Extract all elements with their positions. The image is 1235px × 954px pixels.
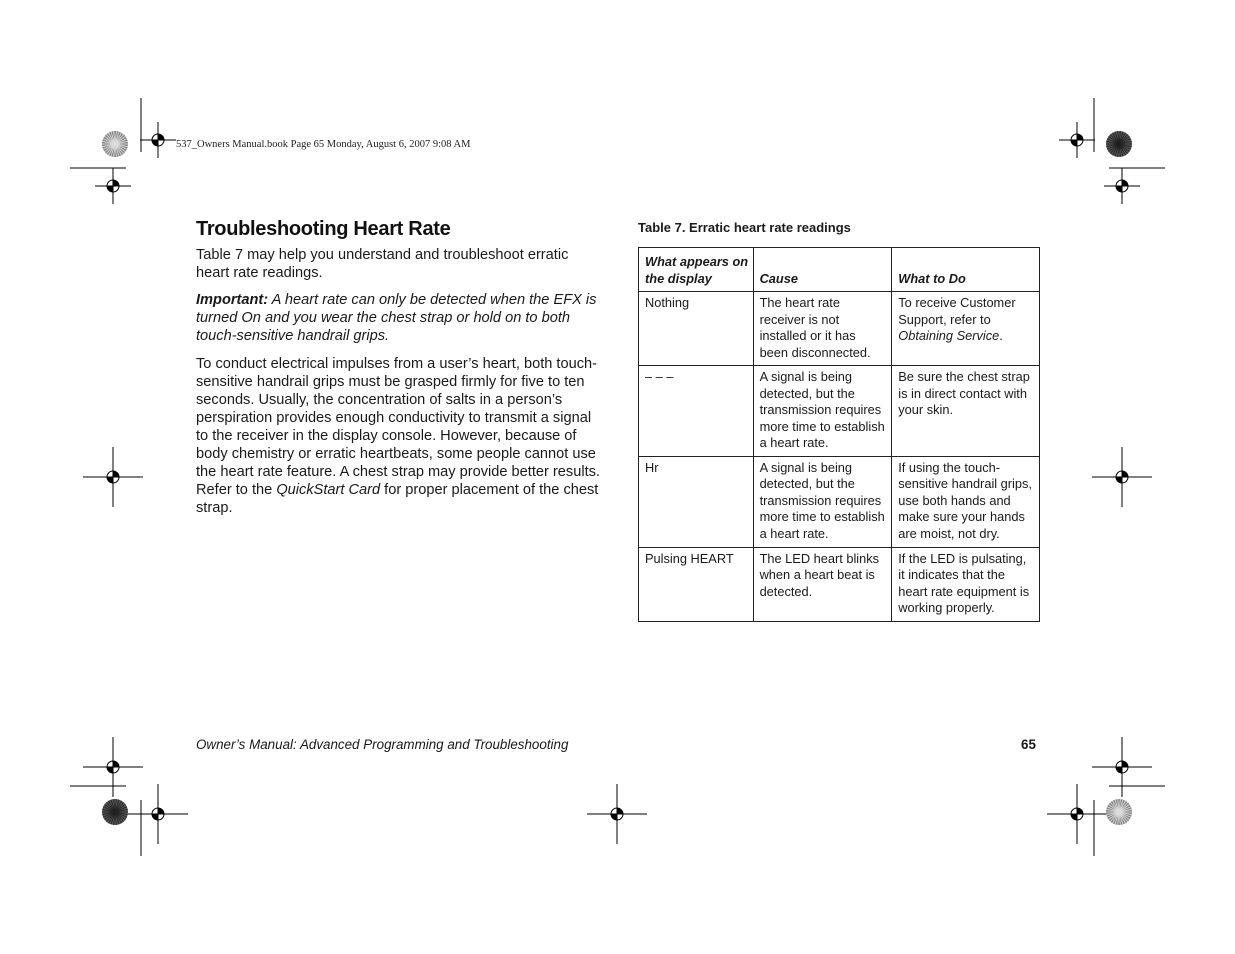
troubleshooting-table bbox=[638, 247, 1040, 622]
table-row bbox=[639, 456, 1040, 547]
color-bar-target bbox=[1106, 131, 1132, 157]
registration-mark bbox=[95, 168, 131, 204]
body-text-tail: for proper placement of the chest strap. bbox=[196, 482, 599, 516]
body-text: To conduct electrical impulses from a user’s heart, both touch-sensitive handrail grips must be grasped firmly for five to ten seconds. Usually, the concentration of salts in a person’s perspiration provides enough conductivity to transmit a signal to the receiver in the display console. However, because of body chemistry or erratic heartbeats, some people cannot use the heart rate feature. A chest strap may provide better results. Refer to the bbox=[196, 356, 600, 498]
obtaining-service-reference: Obtaining Service bbox=[898, 328, 1000, 343]
cell-display: Nothing bbox=[639, 292, 754, 366]
column-header-action: What to Do bbox=[892, 248, 1040, 292]
table-row bbox=[639, 292, 1040, 366]
cell-action-tail: . bbox=[999, 328, 1003, 343]
intro-paragraph: Table 7 may help you understand and troubleshoot erratic heart rate readings. bbox=[196, 247, 569, 281]
registration-mark bbox=[83, 447, 143, 507]
registration-mark bbox=[1092, 737, 1152, 797]
cell-action bbox=[892, 292, 1040, 366]
cell-action-text: If the LED is pulsating, it indicates that the heart rate equipment is working properly. bbox=[898, 550, 1030, 615]
color-bar-target bbox=[1106, 799, 1132, 825]
cell-cause: The LED heart blinks when a heart beat is detected. bbox=[753, 547, 892, 621]
table-caption: Table 7. Erratic heart rate readings bbox=[638, 220, 851, 235]
cell-cause: The heart rate receiver is not installed or it has been disconnected. bbox=[753, 292, 892, 366]
registration-mark bbox=[1047, 784, 1107, 844]
table-row bbox=[639, 547, 1040, 621]
column-header-cause: Cause bbox=[753, 248, 892, 292]
registration-mark bbox=[83, 737, 143, 797]
registration-mark bbox=[1104, 168, 1140, 204]
cell-action bbox=[892, 547, 1040, 621]
section-title: Troubleshooting Heart Rate bbox=[196, 218, 451, 240]
registration-mark bbox=[140, 122, 176, 158]
table-row bbox=[639, 366, 1040, 457]
registration-mark bbox=[587, 784, 647, 844]
cell-display: – – – bbox=[639, 366, 754, 457]
important-text: A heart rate can only be detected when the EFX is turned On and you wear the chest strap or hold on to both touch-sensitive handrail grips. bbox=[196, 292, 597, 344]
body-paragraph bbox=[196, 355, 601, 517]
registration-mark bbox=[128, 784, 188, 844]
cell-display: Pulsing HEART bbox=[639, 547, 754, 621]
cell-action bbox=[892, 456, 1040, 547]
table-header-row bbox=[639, 248, 1040, 292]
cell-cause: A signal is being detected, but the transmission requires more time to establish a heart rate. bbox=[753, 366, 892, 457]
quickstart-card-reference: QuickStart Card bbox=[276, 482, 381, 498]
registration-mark bbox=[1059, 122, 1095, 158]
color-bar-target bbox=[102, 131, 128, 157]
important-note bbox=[196, 291, 601, 345]
page-number: 65 bbox=[1021, 737, 1036, 752]
cell-action bbox=[892, 366, 1040, 457]
cell-action-text: If using the touch-sensitive handrail grips, use both hands and make sure your hands are moist, not dry. bbox=[898, 459, 1032, 541]
cell-action-text: To receive Customer Support, refer to bbox=[898, 295, 1016, 327]
color-bar-target bbox=[102, 799, 128, 825]
cell-cause: A signal is being detected, but the transmission requires more time to establish a heart rate. bbox=[753, 456, 892, 547]
cell-display: Hr bbox=[639, 456, 754, 547]
column-header-display: What appears on the display bbox=[639, 248, 754, 292]
cell-action-text: Be sure the chest strap is in direct contact with your skin. bbox=[898, 369, 1030, 417]
print-header: 537_Owners Manual.book Page 65 Monday, August 6, 2007 9:08 AM bbox=[176, 139, 471, 150]
registration-mark bbox=[1092, 447, 1152, 507]
footer-title: Owner’s Manual: Advanced Programming and Troubleshooting bbox=[196, 737, 569, 752]
important-label: Important: bbox=[196, 292, 269, 308]
